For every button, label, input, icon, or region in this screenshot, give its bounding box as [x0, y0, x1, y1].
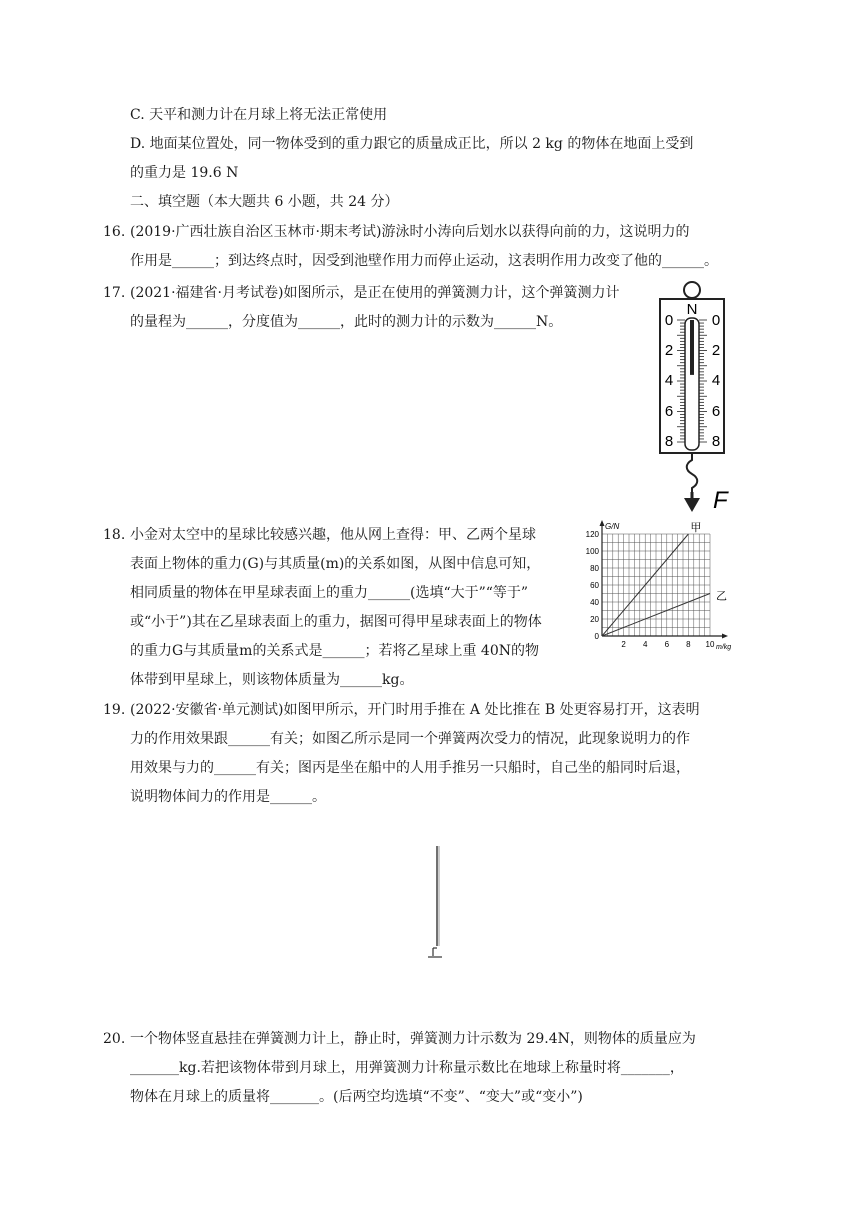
y-tick-label: 20 [590, 615, 599, 624]
y-tick-label: 0 [594, 632, 599, 641]
series-label-1: 乙 [716, 590, 727, 603]
door-figure-fragment [420, 842, 450, 962]
x-tick-label: 8 [686, 640, 691, 649]
q20-line2: _______kg.若把该物体带到月球上，用弹簧测力计称量示数比在地球上称量时将_______， [130, 1060, 684, 1076]
q20-number: 20. [103, 1031, 126, 1047]
scale-left-8: 8 [664, 433, 674, 450]
x-axis-arrow [722, 634, 728, 639]
scale-left-6: 6 [664, 403, 674, 420]
scale-right-2: 2 [711, 342, 721, 359]
option-d-line1: D. 地面某位置处，同一物体受到的重力跟它的质量成正比，所以 2 kg 的物体在地面上受到 [130, 136, 694, 152]
q19-line3: 用效果与力的______有关；图丙是坐在船中的人用手推另一只船时，自己坐的船同时后退， [130, 760, 690, 776]
spring-scale-figure [655, 278, 735, 513]
q20-line3: 物体在月球上的质量将_______。(后两空均选填“不变”、“变大”或“变小”) [130, 1089, 583, 1105]
q19-line4: 说明物体间力的作用是______。 [130, 789, 326, 805]
scale-left-0: 0 [664, 312, 674, 329]
x-axis-label: m/kg [716, 644, 732, 651]
q19-line1: (2022·安徽省·单元测试)如图甲所示，开门时用手推在 A 处比推在 B 处更容易打开，这表明 [130, 702, 700, 718]
y-tick-label: 120 [585, 530, 599, 539]
x-tick-label: 6 [664, 640, 670, 649]
q19-line2: 力的作用效果跟______有关；如图乙所示是同一个弹簧两次受力的情况，此现象说明力的作 [130, 731, 690, 747]
q17-number: 17. [103, 285, 126, 301]
q18-line1: 小金对太空中的星球比较感兴趣，他从网上查得：甲、乙两个星球 [130, 527, 536, 543]
q17-line1: (2021·福建省·月考试卷)如图所示，是正在使用的弹簧测力计，这个弹簧测力计 [130, 285, 620, 301]
y-tick-label: 100 [585, 547, 599, 556]
chart-grid [602, 534, 710, 636]
scale-left-2: 2 [664, 342, 674, 359]
series-label-0: 甲 [690, 522, 702, 534]
scale-top-label: N [686, 301, 698, 318]
y-axis-label: G/N [605, 522, 620, 531]
option-c: C. 天平和测力计在月球上将无法正常使用 [130, 107, 388, 123]
q16-line1: (2019·广西壮族自治区玉林市·期末考试)游泳时小涛向后划水以获得向前的力，这说明力的 [130, 224, 690, 240]
x-tick-label: 10 [705, 640, 715, 649]
force-label: F [713, 487, 728, 513]
q17-line2: 的量程为______，分度值为______，此时的测力计的示数为______N。 [130, 314, 563, 330]
gravity-mass-chart [570, 518, 740, 658]
scale-hook [687, 453, 698, 492]
y-tick-label: 40 [590, 598, 599, 607]
scale-right-6: 6 [711, 403, 721, 420]
x-tick-label: 4 [642, 640, 648, 649]
y-tick-label: 60 [590, 581, 599, 590]
scale-right-8: 8 [711, 433, 721, 450]
scale-left-4: 4 [664, 372, 674, 389]
q18-line2: 表面上物体的重力(G)与其质量(m)的关系如图，从图中信息可知， [130, 556, 541, 572]
section-heading: 二、填空题（本大题共 6 小题，共 24 分） [130, 194, 399, 210]
q18-line3: 相同质量的物体在甲星球表面上的重力______(选填“大于”“等于” [130, 585, 529, 601]
q18-line6: 体带到甲星球上，则该物体质量为______kg。 [130, 672, 414, 688]
q19-number: 19. [103, 702, 126, 718]
q20-line1: 一个物体竖直悬挂在弹簧测力计上，静止时，弹簧测力计示数为 29.4N，则物体的质量应为 [130, 1031, 696, 1047]
q16-number: 16. [103, 224, 126, 240]
scale-right-0: 0 [711, 312, 721, 329]
q18-line4: 或“小于”)其在乙星球表面上的重力，据图可得甲星球表面上的物体 [130, 614, 542, 630]
scale-pointer [690, 320, 694, 375]
y-tick-label: 80 [590, 564, 599, 573]
y-axis-arrow [600, 520, 605, 526]
force-arrow [684, 498, 700, 512]
option-d-line2: 的重力是 19.6 N [130, 165, 239, 181]
q16-line2: 作用是______；到达终点时，因受到池壁作用力而停止运动，这表明作用力改变了他的______。 [130, 253, 718, 269]
q18-line5: 的重力G与其质量m的关系式是______；若将乙星球上重 40N的物 [130, 643, 539, 659]
x-tick-label: 2 [621, 640, 626, 649]
q18-number: 18. [103, 527, 126, 543]
scale-right-4: 4 [711, 372, 721, 389]
